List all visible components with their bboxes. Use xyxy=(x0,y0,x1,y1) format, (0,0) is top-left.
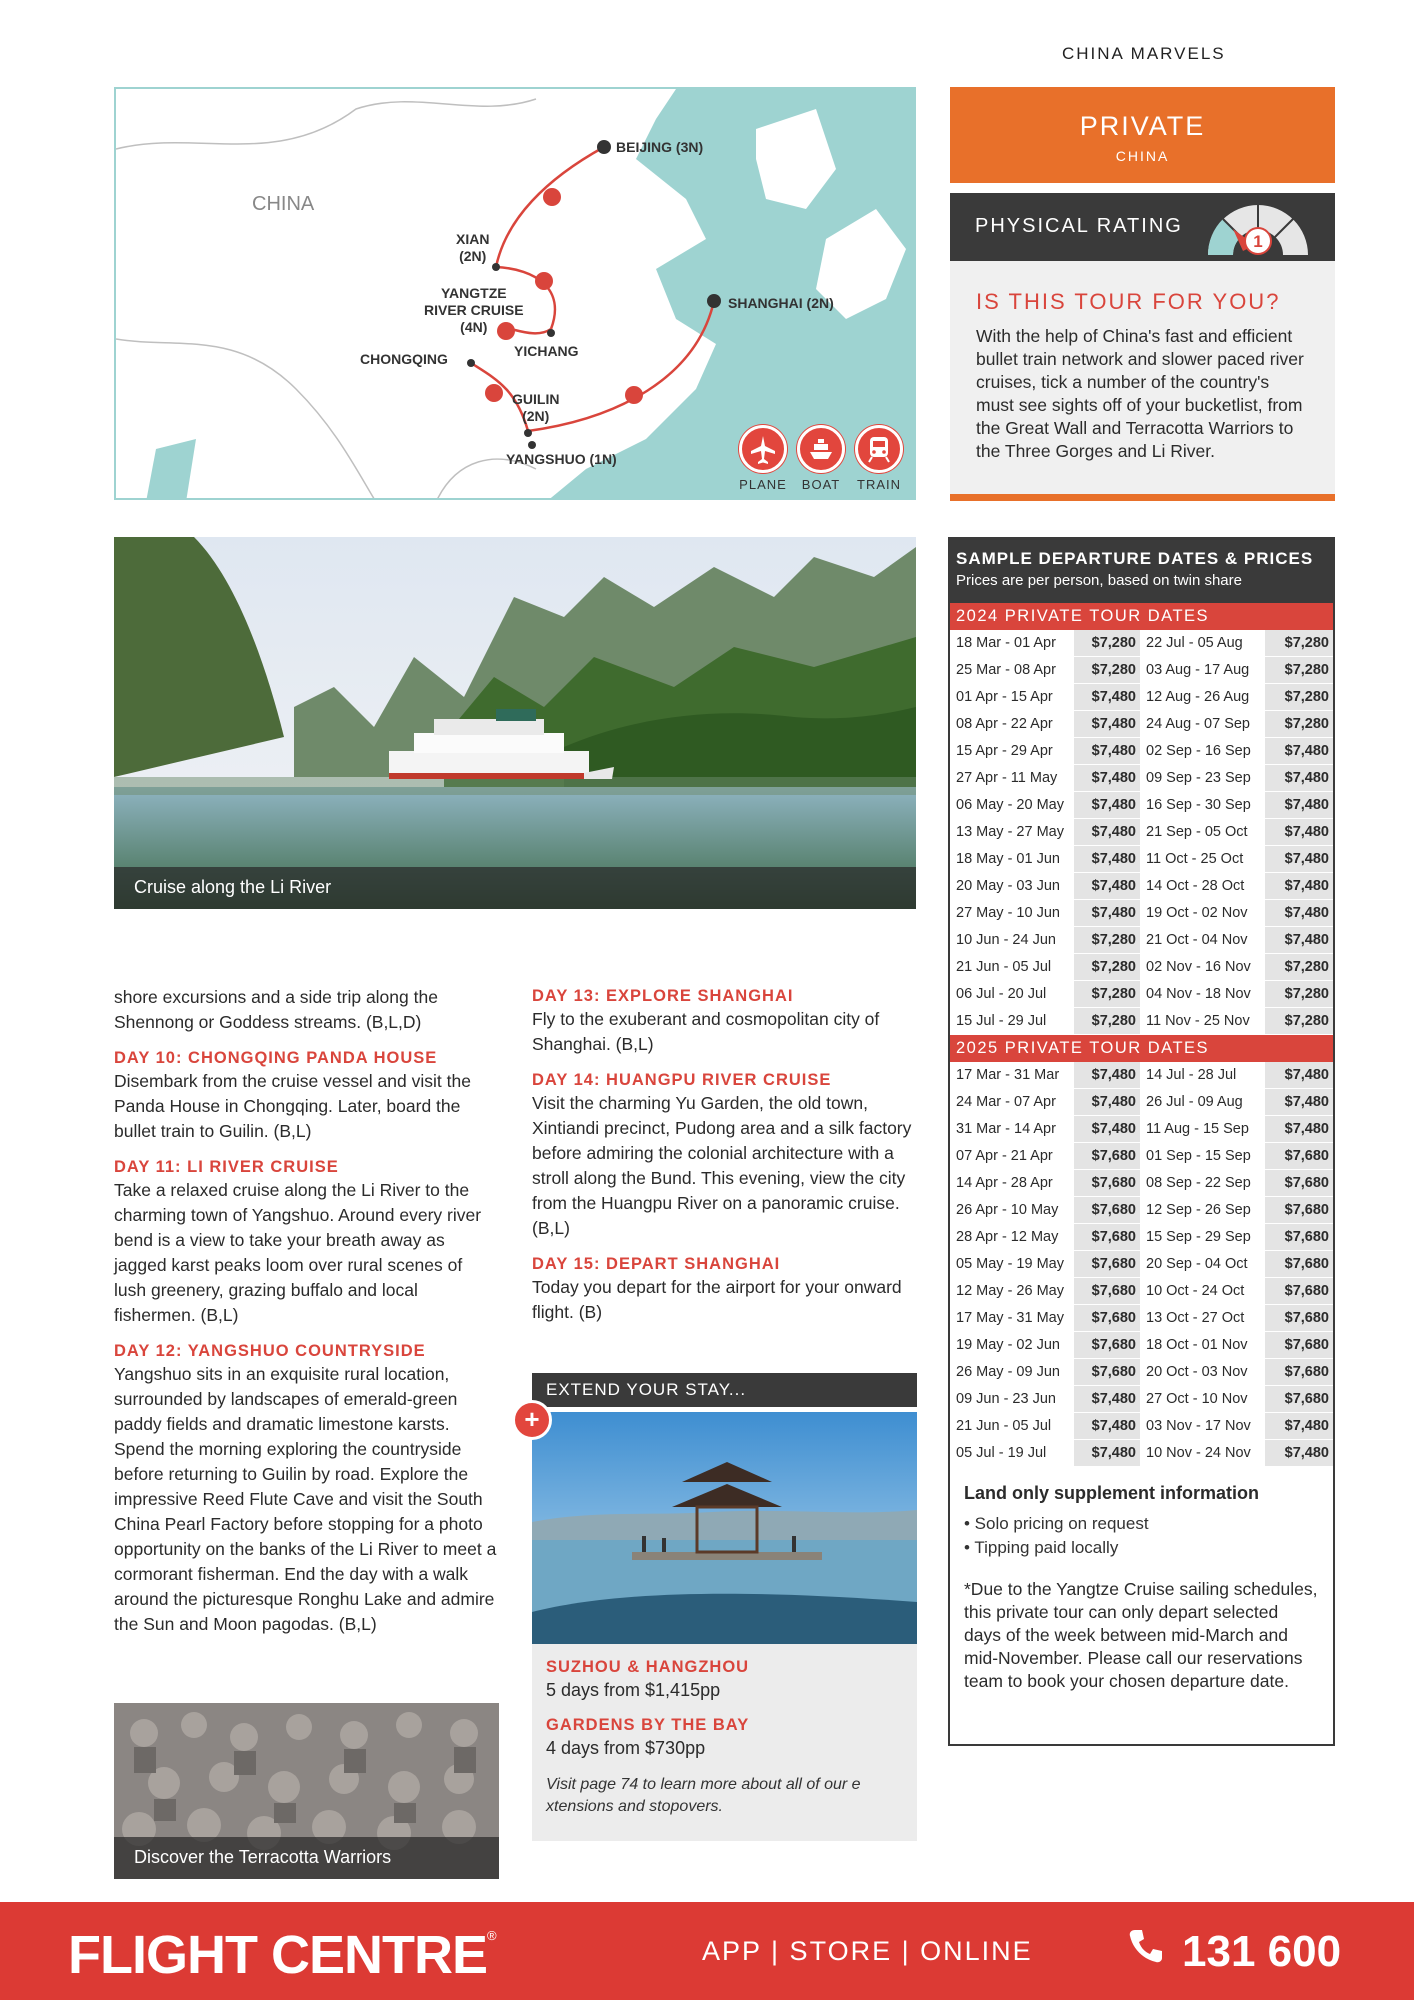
year-2025-heading: 2025 PRIVATE TOUR DATES xyxy=(950,1035,1333,1062)
departure-dates: 18 Oct - 01 Nov xyxy=(1140,1332,1265,1359)
train-icon xyxy=(855,425,903,473)
departure-price: $7,480 xyxy=(1074,1386,1140,1413)
legend-label: PLANE xyxy=(739,477,787,492)
departure-dates: 21 Jun - 05 Jul xyxy=(950,954,1074,981)
rating-gauge-icon xyxy=(1203,199,1313,262)
plane-icon xyxy=(739,425,787,473)
departure-price: $7,280 xyxy=(1265,630,1333,657)
departure-dates: 14 Jul - 28 Jul xyxy=(1140,1062,1265,1089)
departure-price: $7,280 xyxy=(1265,954,1333,981)
year-2025-rows xyxy=(950,1062,1333,1467)
departure-dates: 21 Jun - 05 Jul xyxy=(950,1413,1074,1440)
price-table-title: SAMPLE DEPARTURE DATES & PRICES xyxy=(956,549,1314,568)
departure-price: $7,480 xyxy=(1074,846,1140,873)
city-shanghai: SHANGHAI (2N) xyxy=(728,295,834,311)
departure-price: $7,680 xyxy=(1265,1359,1333,1386)
departure-price: $7,480 xyxy=(1265,1440,1333,1467)
price-table-subtitle: Prices are per person, based on twin share xyxy=(956,572,1242,589)
departure-price: $7,680 xyxy=(1265,1305,1333,1332)
departure-price: $7,280 xyxy=(1074,954,1140,981)
departure-price: $7,480 xyxy=(1074,792,1140,819)
departure-price: $7,280 xyxy=(1265,1008,1333,1035)
price-row xyxy=(950,819,1333,846)
day-11-text: Take a relaxed cruise along the Li River to the charming town of Yangshuo. Around every river bend is a view to take your breath away as jagged karst peaks loom over rural scenes of lush greenery, grazing buffalo and local fishermen. (B,L) xyxy=(114,1180,482,1325)
terracotta-caption: Discover the Terracotta Warriors xyxy=(114,1837,499,1879)
day-15-title: DAY 15: DEPART SHANGHAI xyxy=(532,1255,781,1273)
price-row xyxy=(950,1413,1333,1440)
day-10-title: DAY 10: CHONGQING PANDA HOUSE xyxy=(114,1049,438,1067)
extend-stay-heading: EXTEND YOUR STAY... xyxy=(532,1373,917,1407)
day-13-title: DAY 13: EXPLORE SHANGHAI xyxy=(532,987,794,1005)
price-row xyxy=(950,1062,1333,1089)
brand-name: FLIGHT CENTRE xyxy=(68,1925,487,1985)
departure-price: $7,680 xyxy=(1074,1170,1140,1197)
departure-dates: 24 Mar - 07 Apr xyxy=(950,1089,1074,1116)
intro-title: IS THIS TOUR FOR YOU? xyxy=(976,289,1281,314)
city-yangshuo: YANGSHUO (1N) xyxy=(506,451,617,467)
price-row xyxy=(950,738,1333,765)
departure-price: $7,480 xyxy=(1074,684,1140,711)
departure-dates: 31 Mar - 14 Apr xyxy=(950,1116,1074,1143)
departure-price: $7,480 xyxy=(1265,765,1333,792)
departure-price: $7,480 xyxy=(1265,792,1333,819)
departure-dates: 09 Sep - 23 Sep xyxy=(1140,765,1265,792)
departure-dates: 05 May - 19 May xyxy=(950,1251,1074,1278)
price-row xyxy=(950,1008,1333,1035)
day-13-text: Fly to the exuberant and cosmopolitan city of Shanghai. (B,L) xyxy=(532,1009,880,1054)
departure-price: $7,480 xyxy=(1074,765,1140,792)
extension-title: GARDENS BY THE BAY xyxy=(546,1716,750,1734)
departure-price: $7,680 xyxy=(1265,1197,1333,1224)
pavilion-photo xyxy=(532,1412,917,1644)
price-table-header xyxy=(950,539,1333,603)
departure-price: $7,480 xyxy=(1074,1089,1140,1116)
legend-train xyxy=(852,425,906,492)
departure-price: $7,480 xyxy=(1074,1116,1140,1143)
price-row xyxy=(950,1197,1333,1224)
legend-plane xyxy=(736,425,790,492)
departure-dates: 14 Apr - 28 Apr xyxy=(950,1170,1074,1197)
departure-dates: 15 Jul - 29 Jul xyxy=(950,1008,1074,1035)
price-row xyxy=(950,1359,1333,1386)
departure-price: $7,680 xyxy=(1265,1278,1333,1305)
price-row xyxy=(950,1116,1333,1143)
departure-price: $7,680 xyxy=(1265,1386,1333,1413)
departure-dates: 26 Apr - 10 May xyxy=(950,1197,1074,1224)
departure-price: $7,680 xyxy=(1074,1197,1140,1224)
day-12-title: DAY 12: YANGSHUO COUNTRYSIDE xyxy=(114,1342,426,1360)
legend-boat xyxy=(794,425,848,492)
departure-price: $7,480 xyxy=(1265,1116,1333,1143)
departure-price: $7,680 xyxy=(1074,1278,1140,1305)
departure-price: $7,280 xyxy=(1265,657,1333,684)
phone-link[interactable] xyxy=(1126,1926,1341,1977)
departure-dates: 18 Mar - 01 Apr xyxy=(950,630,1074,657)
departure-price: $7,480 xyxy=(1265,900,1333,927)
departure-dates: 11 Aug - 15 Sep xyxy=(1140,1116,1265,1143)
departure-price: $7,280 xyxy=(1074,657,1140,684)
departure-dates: 08 Apr - 22 Apr xyxy=(950,711,1074,738)
price-row xyxy=(950,1251,1333,1278)
departure-dates: 12 Aug - 26 Aug xyxy=(1140,684,1265,711)
departure-dates: 17 May - 31 May xyxy=(950,1305,1074,1332)
departure-price: $7,480 xyxy=(1074,1413,1140,1440)
departure-note: *Due to the Yangtze Cruise sailing schedules, this private tour can only depart selected days of the week between mid-March and mid-November. Please call our reservations team to book your chosen departure date. xyxy=(964,1579,1318,1691)
land-item: • Solo pricing on request xyxy=(964,1514,1149,1533)
tour-type-title: PRIVATE xyxy=(1079,111,1206,141)
departure-dates: 13 May - 27 May xyxy=(950,819,1074,846)
departure-dates: 11 Oct - 25 Oct xyxy=(1140,846,1265,873)
departure-dates: 03 Nov - 17 Nov xyxy=(1140,1413,1265,1440)
departure-price: $7,280 xyxy=(1074,981,1140,1008)
departure-dates: 26 Jul - 09 Aug xyxy=(1140,1089,1265,1116)
departure-price: $7,480 xyxy=(1265,1062,1333,1089)
departure-dates: 01 Sep - 15 Sep xyxy=(1140,1143,1265,1170)
departure-price: $7,680 xyxy=(1074,1224,1140,1251)
departure-dates: 06 May - 20 May xyxy=(950,792,1074,819)
departure-dates: 16 Sep - 30 Sep xyxy=(1140,792,1265,819)
departure-price: $7,480 xyxy=(1265,1413,1333,1440)
hero-caption: Cruise along the Li River xyxy=(114,867,916,909)
day-15-text: Today you depart for the airport for your onward flight. (B) xyxy=(532,1277,902,1322)
departure-price: $7,280 xyxy=(1074,927,1140,954)
departure-price: $7,480 xyxy=(1265,873,1333,900)
departure-dates: 20 Sep - 04 Oct xyxy=(1140,1251,1265,1278)
departure-dates: 12 May - 26 May xyxy=(950,1278,1074,1305)
departure-dates: 20 Oct - 03 Nov xyxy=(1140,1359,1265,1386)
physical-rating-label: PHYSICAL RATING xyxy=(975,215,1183,237)
city-yichang: YICHANG xyxy=(514,343,579,359)
price-row xyxy=(950,1089,1333,1116)
departure-dates: 15 Apr - 29 Apr xyxy=(950,738,1074,765)
departure-price: $7,680 xyxy=(1074,1251,1140,1278)
departure-dates: 19 Oct - 02 Nov xyxy=(1140,900,1265,927)
itinerary-lead-text: shore excursions and a side trip along the Shennong or Goddess streams. (B,L,D) xyxy=(114,987,438,1032)
departure-price: $7,680 xyxy=(1265,1224,1333,1251)
departure-dates: 09 Jun - 23 Jun xyxy=(950,1386,1074,1413)
boat-icon xyxy=(797,425,845,473)
city-xian: XIAN (2N) xyxy=(456,231,490,264)
departure-dates: 15 Sep - 29 Sep xyxy=(1140,1224,1265,1251)
price-table xyxy=(948,537,1335,1746)
departure-price: $7,480 xyxy=(1265,846,1333,873)
departure-dates: 13 Oct - 27 Oct xyxy=(1140,1305,1265,1332)
day-12-text: Yangshuo sits in an exquisite rural location, surrounded by landscapes of emerald-green paddy fields and dramatic limestone karsts. Spend the morning exploring the countryside before returning to Guilin by road. Explore the impressive Reed Flute Cave and visit the South China Pearl Factory before stopping for a photo opportunity on the banks of the Li River to meet a cormorant fisherman. End the day with a walk around the picturesque Ronghu Lake and admire the Sun and Moon pagodas. (B,L) xyxy=(114,1364,497,1634)
channels-text: APP | STORE | ONLINE xyxy=(702,1936,1033,1966)
departure-price: $7,480 xyxy=(1265,1089,1333,1116)
departure-dates: 05 Jul - 19 Jul xyxy=(950,1440,1074,1467)
tour-type-banner xyxy=(950,87,1335,183)
departure-dates: 11 Nov - 25 Nov xyxy=(1140,1008,1265,1035)
extension-title: SUZHOU & HANGZHOU xyxy=(546,1658,750,1676)
tour-type-subtitle: CHINA xyxy=(1115,148,1170,164)
brand-logo[interactable] xyxy=(68,1924,496,1986)
departure-dates: 24 Aug - 07 Sep xyxy=(1140,711,1265,738)
price-row xyxy=(950,873,1333,900)
departure-price: $7,680 xyxy=(1074,1332,1140,1359)
departure-price: $7,280 xyxy=(1265,684,1333,711)
registered-mark: ® xyxy=(486,1928,496,1943)
section-title: CHINA MARVELS xyxy=(1062,44,1226,63)
price-row xyxy=(950,900,1333,927)
land-supplement-title: Land only supplement information xyxy=(964,1483,1260,1503)
phone-number: 131 600 xyxy=(1182,1926,1342,1976)
departure-price: $7,680 xyxy=(1074,1359,1140,1386)
departure-dates: 14 Oct - 28 Oct xyxy=(1140,873,1265,900)
departure-price: $7,480 xyxy=(1074,711,1140,738)
country-label: CHINA xyxy=(252,193,315,215)
price-row xyxy=(950,846,1333,873)
departure-dates: 17 Mar - 31 Mar xyxy=(950,1062,1074,1089)
departure-dates: 06 Jul - 20 Jul xyxy=(950,981,1074,1008)
price-row xyxy=(950,1224,1333,1251)
physical-rating xyxy=(950,193,1335,261)
departure-dates: 21 Sep - 05 Oct xyxy=(1140,819,1265,846)
intro-box xyxy=(950,261,1335,501)
day-11-title: DAY 11: LI RIVER CRUISE xyxy=(114,1158,339,1176)
footer-bar xyxy=(0,1902,1414,2000)
departure-dates: 03 Aug - 17 Aug xyxy=(1140,657,1265,684)
price-row xyxy=(950,927,1333,954)
price-row xyxy=(950,1332,1333,1359)
departure-dates: 27 May - 10 Jun xyxy=(950,900,1074,927)
departure-dates: 22 Jul - 05 Aug xyxy=(1140,630,1265,657)
departure-dates: 02 Sep - 16 Sep xyxy=(1140,738,1265,765)
phone-icon xyxy=(1126,1926,1166,1977)
departure-price: $7,280 xyxy=(1265,981,1333,1008)
price-row xyxy=(950,630,1333,657)
departure-price: $7,280 xyxy=(1074,1008,1140,1035)
departure-price: $7,480 xyxy=(1074,900,1140,927)
departure-dates: 25 Mar - 08 Apr xyxy=(950,657,1074,684)
route-map xyxy=(114,87,916,500)
departure-dates: 10 Oct - 24 Oct xyxy=(1140,1278,1265,1305)
year-2024-rows xyxy=(950,630,1333,1035)
departure-price: $7,480 xyxy=(1265,927,1333,954)
land-supplement xyxy=(950,1467,1333,1693)
departure-dates: 12 Sep - 26 Sep xyxy=(1140,1197,1265,1224)
departure-price: $7,480 xyxy=(1265,819,1333,846)
departure-price: $7,680 xyxy=(1265,1170,1333,1197)
departure-dates: 10 Jun - 24 Jun xyxy=(950,927,1074,954)
departure-dates: 26 May - 09 Jun xyxy=(950,1359,1074,1386)
departure-price: $7,280 xyxy=(1074,630,1140,657)
departure-dates: 20 May - 03 Jun xyxy=(950,873,1074,900)
li-river-photo xyxy=(114,537,916,909)
departure-price: $7,480 xyxy=(1074,819,1140,846)
day-10-text: Disembark from the cruise vessel and visit the Panda House in Chongqing. Later, board the bullet train to Guilin. (B,L) xyxy=(114,1071,471,1141)
price-row xyxy=(950,954,1333,981)
land-item: • Tipping paid locally xyxy=(964,1538,1119,1557)
departure-price: $7,680 xyxy=(1265,1332,1333,1359)
price-row xyxy=(950,792,1333,819)
departure-dates: 21 Oct - 04 Nov xyxy=(1140,927,1265,954)
departure-price: $7,280 xyxy=(1265,711,1333,738)
price-row xyxy=(950,1170,1333,1197)
departure-dates: 02 Nov - 16 Nov xyxy=(1140,954,1265,981)
city-beijing: BEIJING (3N) xyxy=(616,139,704,155)
year-2024-heading: 2024 PRIVATE TOUR DATES xyxy=(950,603,1333,630)
departure-dates: 10 Nov - 24 Nov xyxy=(1140,1440,1265,1467)
departure-price: $7,480 xyxy=(1074,738,1140,765)
itinerary-column-left xyxy=(114,985,499,1637)
terracotta-photo xyxy=(114,1703,499,1879)
departure-dates: 04 Nov - 18 Nov xyxy=(1140,981,1265,1008)
departure-dates: 08 Sep - 22 Sep xyxy=(1140,1170,1265,1197)
city-guilin: GUILIN (2N) xyxy=(512,391,560,424)
itinerary-column-right xyxy=(532,985,917,1325)
city-yangtze-cruise: YANGTZE RIVER CRUISE (4N) xyxy=(424,285,524,335)
price-row xyxy=(950,765,1333,792)
departure-price: $7,480 xyxy=(1074,1062,1140,1089)
price-row xyxy=(950,1440,1333,1467)
departure-dates: 07 Apr - 21 Apr xyxy=(950,1143,1074,1170)
legend-label: TRAIN xyxy=(857,477,901,492)
price-row xyxy=(950,1278,1333,1305)
departure-dates: 27 Oct - 10 Nov xyxy=(1140,1386,1265,1413)
extend-stay-panel xyxy=(532,1644,917,1841)
rating-value: 1 xyxy=(1253,232,1263,251)
departure-dates: 28 Apr - 12 May xyxy=(950,1224,1074,1251)
extension-price: 5 days from $1,415pp xyxy=(546,1680,721,1700)
departure-price: $7,680 xyxy=(1074,1143,1140,1170)
extend-plus-icon: + xyxy=(512,1400,552,1440)
price-row xyxy=(950,657,1333,684)
legend-label: BOAT xyxy=(801,477,841,492)
departure-price: $7,480 xyxy=(1265,738,1333,765)
price-row xyxy=(950,1386,1333,1413)
price-row xyxy=(950,711,1333,738)
city-chongqing: CHONGQING xyxy=(360,351,448,367)
departure-price: $7,680 xyxy=(1074,1305,1140,1332)
departure-dates: 27 Apr - 11 May xyxy=(950,765,1074,792)
departure-dates: 01 Apr - 15 Apr xyxy=(950,684,1074,711)
departure-price: $7,680 xyxy=(1265,1251,1333,1278)
departure-price: $7,480 xyxy=(1074,1440,1140,1467)
departure-price: $7,680 xyxy=(1265,1143,1333,1170)
price-row xyxy=(950,1143,1333,1170)
extension-note: Visit page 74 to learn more about all of our e xtensions and stopovers. xyxy=(546,1776,861,1815)
departure-dates: 18 May - 01 Jun xyxy=(950,846,1074,873)
extension-price: 4 days from $730pp xyxy=(546,1738,706,1758)
departure-dates: 19 May - 02 Jun xyxy=(950,1332,1074,1359)
price-row xyxy=(950,1305,1333,1332)
day-14-title: DAY 14: HUANGPU RIVER CRUISE xyxy=(532,1071,832,1089)
day-14-text: Visit the charming Yu Garden, the old town, Xintiandi precinct, Pudong area and a silk factory before admiring the colonial architecture with a stroll along the Bund. This evening, view the city from the Huangpu River on a panoramic cruise. (B,L) xyxy=(532,1093,912,1238)
price-row xyxy=(950,981,1333,1008)
price-row xyxy=(950,684,1333,711)
departure-price: $7,480 xyxy=(1074,873,1140,900)
intro-text: With the help of China's fast and efficient bullet train network and slower paced river cruises, tick a number of the country's must see sights off of your bucketlist, from the Great Wall and Terracotta Warriors to the Three Gorges and Li River. xyxy=(976,326,1304,461)
